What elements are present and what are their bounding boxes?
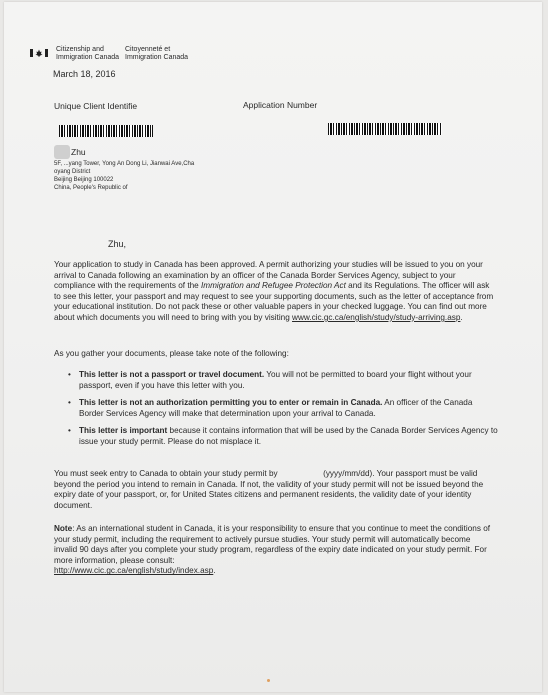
paragraph-approval: Your application to study in Canada has been approved. A permit authorizing your studies will be issued to you on your arrival to Canada following an examination by an officer of the Canada Border Services Agency, subject to your compliance with the requirements of the Immigration and Refugee Protection Act and its Regulations. The officer will ask to see this letter, your passport and may request to see your supporting documents, such as the letter of acceptance from your educational institution. Do not pack these or other valuable papers in your checked luggage. You can find out more about which documents you will need to bring with you by visiting www.cic.gc.ca/english/study/study-arriving.asp. (54, 260, 494, 322)
scan-speck (267, 679, 270, 682)
list-item: • This letter is not a passport or travel document. You will not be permitted to board your flight without your passport, even if you have this letter with you. (68, 370, 498, 391)
greeting: Zhu, (108, 239, 127, 249)
study-info-link[interactable]: http://www.cic.gc.ca/english/study/index.asp (54, 566, 214, 576)
study-arriving-link[interactable]: www.cic.gc.ca/english/study/study-arriving.asp (292, 312, 461, 322)
canada-flag-icon (30, 48, 48, 58)
letter-page (4, 2, 542, 692)
notes-list (68, 370, 498, 455)
uci-label: Unique Client Identifie (54, 101, 138, 111)
paragraph-entry-deadline: You must seek entry to Canada to obtain your study permit by (yyyy/mm/dd). Your passport must be valid beyond the period you intend to remain in Canada. If not, the validity of your study permit will not be issued beyond the expiry date of your passport, or, for United States citizens and permanent residents, the validity date of your identity document. (54, 469, 486, 510)
paragraph-documents-intro: As you gather your documents, please take note of the following: (54, 349, 289, 358)
org-name-fr: Citoyenneté et Immigration Canada (125, 46, 189, 61)
org-name-en: Citizenship and Immigration Canada (56, 46, 120, 61)
recipient-name: Zhu (71, 147, 86, 157)
redaction-mark (54, 145, 70, 159)
list-item: • This letter is not an authorization permitting you to enter or remain in Canada. An officer of the Canada Border Services Agency will make that determination upon your arrival to Canada. (68, 398, 498, 419)
recipient-address: 5F, ...yang Tower, Yong An Dong Li, Jianwai Ave,Cha oyang District Beijing Beijing 100022 China, People's Republic of (54, 161, 195, 191)
application-number-label: Application Number (243, 100, 318, 110)
application-barcode (328, 123, 442, 135)
list-item: • This letter is important because it contains information that will be used by the Canada Border Services Agency to issue your study permit. Please do not misplace it. (68, 426, 498, 447)
uci-barcode (59, 125, 153, 137)
paragraph-note: Note: As an international student in Canada, it is your responsibility to ensure that you continue to meet the conditions of your study permit, including the requirement to actively pursue studies. Your study permit will automatically become invalid 90 days after you complete your study program, regardless of the expiry date indicated on your study permit. For more information, please consult: http://www.cic.gc.ca/english/study/index.asp. (54, 524, 491, 576)
letter-date: March 18, 2016 (53, 69, 116, 79)
